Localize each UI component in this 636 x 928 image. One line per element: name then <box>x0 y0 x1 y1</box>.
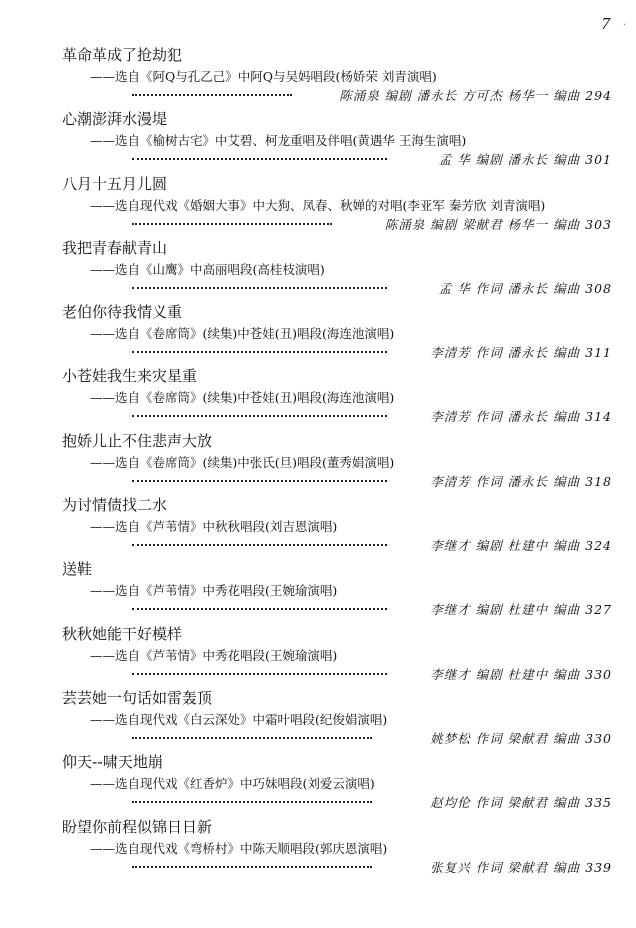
entry-credit: 赵均伦 作词 梁献君 编曲 335 <box>430 795 612 811</box>
toc-entry <box>0 687 636 751</box>
dot-leader <box>132 800 372 803</box>
toc-entry <box>0 237 636 301</box>
entry-credit: 张复兴 作词 梁献君 编曲 339 <box>430 859 612 875</box>
entry-title: 抱娇儿止不住悲声大放 <box>62 431 213 450</box>
entry-title: 仰天--啸天地崩 <box>62 753 163 772</box>
dot-leader <box>132 286 387 289</box>
dot-leader <box>132 479 387 482</box>
toc-entry <box>0 173 636 237</box>
entry-title: 老伯你待我情义重 <box>62 303 183 322</box>
entry-source: ——选自《山鹰》中高丽唱段(高桂枝演唱) <box>90 261 325 277</box>
entry-credit: 李清芳 作词 潘永长 编曲 318 <box>430 473 612 489</box>
toc-entry <box>0 365 636 429</box>
entry-credit: 李继才 编剧 杜建中 编曲 324 <box>430 538 612 554</box>
dot-leader <box>132 607 387 610</box>
entry-source: ——选自《芦苇情》中秀花唱段(王婉瑜演唱) <box>90 583 338 599</box>
toc-entry <box>0 558 636 622</box>
entry-source: ——选自《阿Q与孔乙己》中阿Q与吴妈唱段(杨娇荣 刘青演唱) <box>90 69 437 84</box>
entry-credit: 孟 华 作词 潘永长 编曲 308 <box>438 280 612 296</box>
entry-credit: 李清芳 作词 潘永长 编曲 314 <box>430 409 612 425</box>
entry-title: 送鞋 <box>62 560 93 579</box>
entry-source: ——选自《卷席筒》(续集)中张氏(旦)唱段(董秀娟演唱) <box>90 454 395 470</box>
entry-source: ——选自《芦苇情》中秋秋唱段(刘吉恩演唱) <box>90 519 338 535</box>
entry-title: 八月十五月儿圆 <box>62 174 168 193</box>
dot-leader <box>132 736 372 739</box>
entry-credit: 陈涌泉 编剧 梁献君 杨华一 编曲 303 <box>384 216 612 232</box>
page-number: 7 <box>601 14 610 33</box>
entry-source: ——选自现代戏《婚姻大事》中大狗、凤春、秋婵的对唱(李亚军 秦芳欣 刘青演唱) <box>90 197 546 213</box>
entry-credit: 李清芳 作词 潘永长 编曲 311 <box>430 345 612 361</box>
toc-entry <box>0 430 636 494</box>
entry-source: ——选自现代戏《白云深处》中霜叶唱段(纪俊娟演唱) <box>90 711 388 727</box>
entry-credit: 陈涌泉 编剧 潘永长 方可杰 杨华一 编曲 294 <box>339 88 612 103</box>
page-edge-mark: · <box>622 20 626 31</box>
entry-source: ——选自《芦苇情》中秀花唱段(王婉瑜演唱) <box>90 647 338 663</box>
dot-leader <box>132 543 387 546</box>
entry-credit: 李继才 编剧 杜建中 编曲 327 <box>430 602 612 618</box>
entry-title: 心潮澎湃水漫堤 <box>62 110 168 129</box>
entry-title: 芸芸她一句话如雷轰顶 <box>62 688 213 707</box>
entry-credit: 孟 华 编剧 潘永长 编曲 301 <box>438 152 612 168</box>
entry-source: ——选自《卷席筒》(续集)中苍娃(丑)唱段(海连池演唱) <box>90 326 395 342</box>
entry-source: ——选自《榆树古宅》中艾碧、柯龙重唱及伴唱(黄遇华 王海生演唱) <box>90 133 467 149</box>
dot-leader <box>132 93 292 96</box>
toc-entry <box>0 816 636 880</box>
toc-entry <box>0 494 636 558</box>
entry-credit: 李继才 编剧 杜建中 编曲 330 <box>430 666 612 682</box>
toc-entry <box>0 44 636 108</box>
toc-entry <box>0 751 636 815</box>
toc-entry <box>0 301 636 365</box>
entry-title: 秋秋她能干好模样 <box>62 624 183 643</box>
dot-leader <box>132 414 387 417</box>
toc-entry <box>0 108 636 172</box>
entry-title: 盼望你前程似锦日日新 <box>62 817 213 836</box>
entry-source: ——选自现代戏《红香炉》中巧妹唱段(刘爱云演唱) <box>90 776 375 792</box>
entry-credit: 姚梦松 作词 梁献君 编曲 330 <box>430 730 612 746</box>
entry-source: ——选自现代戏《弯桥村》中陈天顺唱段(郭庆恩演唱) <box>90 840 388 856</box>
entry-title: 为讨情债找二水 <box>62 496 168 515</box>
toc-entry <box>0 623 636 687</box>
entry-source: ——选自《卷席筒》(续集)中苍娃(丑)唱段(海连池演唱) <box>90 390 395 406</box>
entry-title: 革命革成了抢劫犯 <box>62 46 183 64</box>
entry-title: 小苍娃我生来灾星重 <box>62 367 198 386</box>
table-of-contents <box>0 44 636 880</box>
dot-leader <box>132 222 332 225</box>
dot-leader <box>132 157 387 160</box>
entry-title: 我把青春献青山 <box>62 238 168 257</box>
dot-leader <box>132 350 387 353</box>
dot-leader <box>132 672 387 675</box>
dot-leader <box>132 865 372 868</box>
